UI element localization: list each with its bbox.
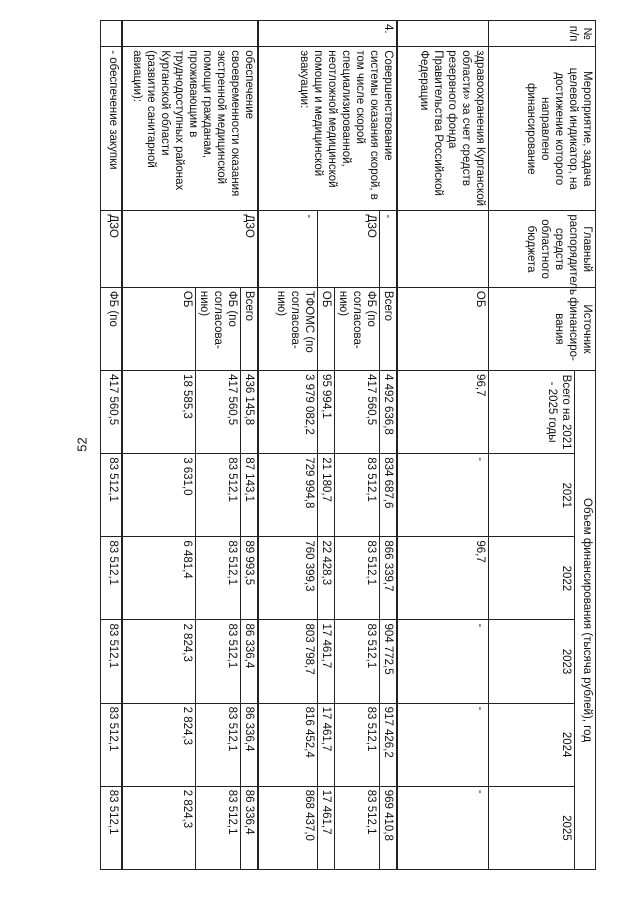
cell-value: - (397, 620, 489, 703)
cell-admin: - (379, 211, 397, 288)
header-admin: Главный распорядитель средств областного бюджета (489, 211, 596, 288)
table-row (397, 21, 489, 870)
cell-total: 417 560,5 (100, 371, 122, 454)
cell-value: 22 428,3 (317, 537, 334, 620)
header-year: 2024 (489, 703, 575, 786)
cell-value: - (397, 703, 489, 786)
page-number: 52 (74, 437, 90, 452)
cell-total: 96,7 (397, 371, 489, 454)
cell-source: ОБ (317, 287, 334, 370)
header-source: Источник финансиро-вания (489, 287, 596, 370)
cell-value: 83 512,1 (100, 703, 122, 786)
cell-admin: ДЗО (100, 211, 122, 288)
cell-value: 760 399,3 (258, 537, 318, 620)
cell-value: 2 824,3 (122, 620, 196, 703)
cell-source: Всего (240, 287, 258, 370)
financing-table (100, 20, 596, 870)
cell-value: 969 410,8 (379, 786, 397, 869)
cell-total: 436 145,8 (240, 371, 258, 454)
header-num: № п/п (489, 21, 596, 47)
cell-value: 86 336,4 (240, 703, 258, 786)
cell-value: 83 512,1 (195, 786, 240, 869)
cell-total: 417 560,5 (195, 371, 240, 454)
cell-value: 2 824,3 (122, 786, 196, 869)
cell-value: 83 512,1 (334, 537, 379, 620)
cell-admin: ДЗО (122, 211, 258, 288)
cell-source: ФБ (по согласова-нию) (334, 287, 379, 370)
cell-value: 17 461,7 (317, 703, 334, 786)
cell-value: 17 461,7 (317, 786, 334, 869)
cell-source: Всего (379, 287, 397, 370)
cell-source: ФБ (по (100, 287, 122, 370)
cell-value: 904 772,5 (379, 620, 397, 703)
cell-measure: Совершенствование системы оказания скорой, в том числе скорой специализированной, неотложной медицинской помощи и медицинской эвакуации: (258, 47, 397, 211)
cell-value: - (397, 454, 489, 537)
cell-total: 95 994,1 (317, 371, 334, 454)
cell-source: ОБ (397, 287, 489, 370)
cell-value: 83 512,1 (195, 703, 240, 786)
cell-admin: - (258, 211, 318, 288)
cell-num (397, 21, 489, 47)
table-row (100, 21, 122, 870)
cell-value: 2 824,3 (122, 703, 196, 786)
cell-source: ФБ (по согласова-нию) (195, 287, 240, 370)
cell-value: 17 461,7 (317, 620, 334, 703)
header-year: 2025 (489, 786, 575, 869)
cell-value: 803 798,7 (258, 620, 318, 703)
cell-value: 89 993,5 (240, 537, 258, 620)
cell-value: 816 452,4 (258, 703, 318, 786)
cell-value: 83 512,1 (334, 786, 379, 869)
cell-value: 86 336,4 (240, 620, 258, 703)
header-year: 2023 (489, 620, 575, 703)
cell-value: 83 512,1 (334, 454, 379, 537)
cell-value: 729 994,8 (258, 454, 318, 537)
cell-measure: - обеспечение закупки (100, 47, 122, 211)
cell-value: 83 512,1 (100, 454, 122, 537)
cell-source: ОБ (122, 287, 196, 370)
cell-measure: обеспечение своевременности оказания экстренной медицинской помощи гражданам, проживающим в труднодоступных районах Курганской области (развитие санитарной авиации): (122, 47, 258, 211)
cell-value: 83 512,1 (334, 620, 379, 703)
cell-value: 834 687,6 (379, 454, 397, 537)
cell-num (122, 21, 258, 47)
cell-measure: здравоохранения Курганской области» за счет средств резервного фонда Правительства Российской Федерации (397, 47, 489, 211)
rotated-page (106, 20, 596, 870)
cell-num (100, 21, 122, 47)
cell-value: 83 512,1 (100, 537, 122, 620)
cell-value: 6 481,4 (122, 537, 196, 620)
header-year: 2022 (489, 537, 575, 620)
cell-value: 83 512,1 (195, 454, 240, 537)
cell-value: 3 631,0 (122, 454, 196, 537)
cell-value: - (397, 786, 489, 869)
header-measure: Мероприятие, задача целевой индикатор, на достижение которого направлено финансирование (489, 47, 596, 211)
cell-total: 417 560,5 (334, 371, 379, 454)
table-row (379, 21, 397, 870)
cell-value: 96,7 (397, 537, 489, 620)
cell-total: 18 585,3 (122, 371, 196, 454)
cell-value: 83 512,1 (100, 620, 122, 703)
cell-value: 866 339,7 (379, 537, 397, 620)
header-total: Всего на 2021 - 2025 годы (489, 371, 575, 454)
cell-value: 83 512,1 (334, 703, 379, 786)
table-header (489, 21, 596, 870)
cell-admin (397, 211, 489, 288)
cell-admin: ДЗО (317, 211, 379, 288)
cell-value: 86 336,4 (240, 786, 258, 869)
cell-num: 4. (258, 21, 397, 47)
cell-value: 83 512,1 (100, 786, 122, 869)
table-row (240, 21, 258, 870)
cell-source: ТФОМС (по согласова-нию) (258, 287, 318, 370)
cell-total: 4 492 636,8 (379, 371, 397, 454)
cell-value: 917 426,2 (379, 703, 397, 786)
header-volume: Объем финансирования (тысяча рублей), год (575, 371, 596, 870)
header-year: 2021 (489, 454, 575, 537)
cell-value: 21 180,7 (317, 454, 334, 537)
cell-value: 83 512,1 (195, 620, 240, 703)
cell-value: 868 437,0 (258, 786, 318, 869)
cell-value: 87 143,1 (240, 454, 258, 537)
cell-total: 3 979 082,2 (258, 371, 318, 454)
cell-value: 83 512,1 (195, 537, 240, 620)
